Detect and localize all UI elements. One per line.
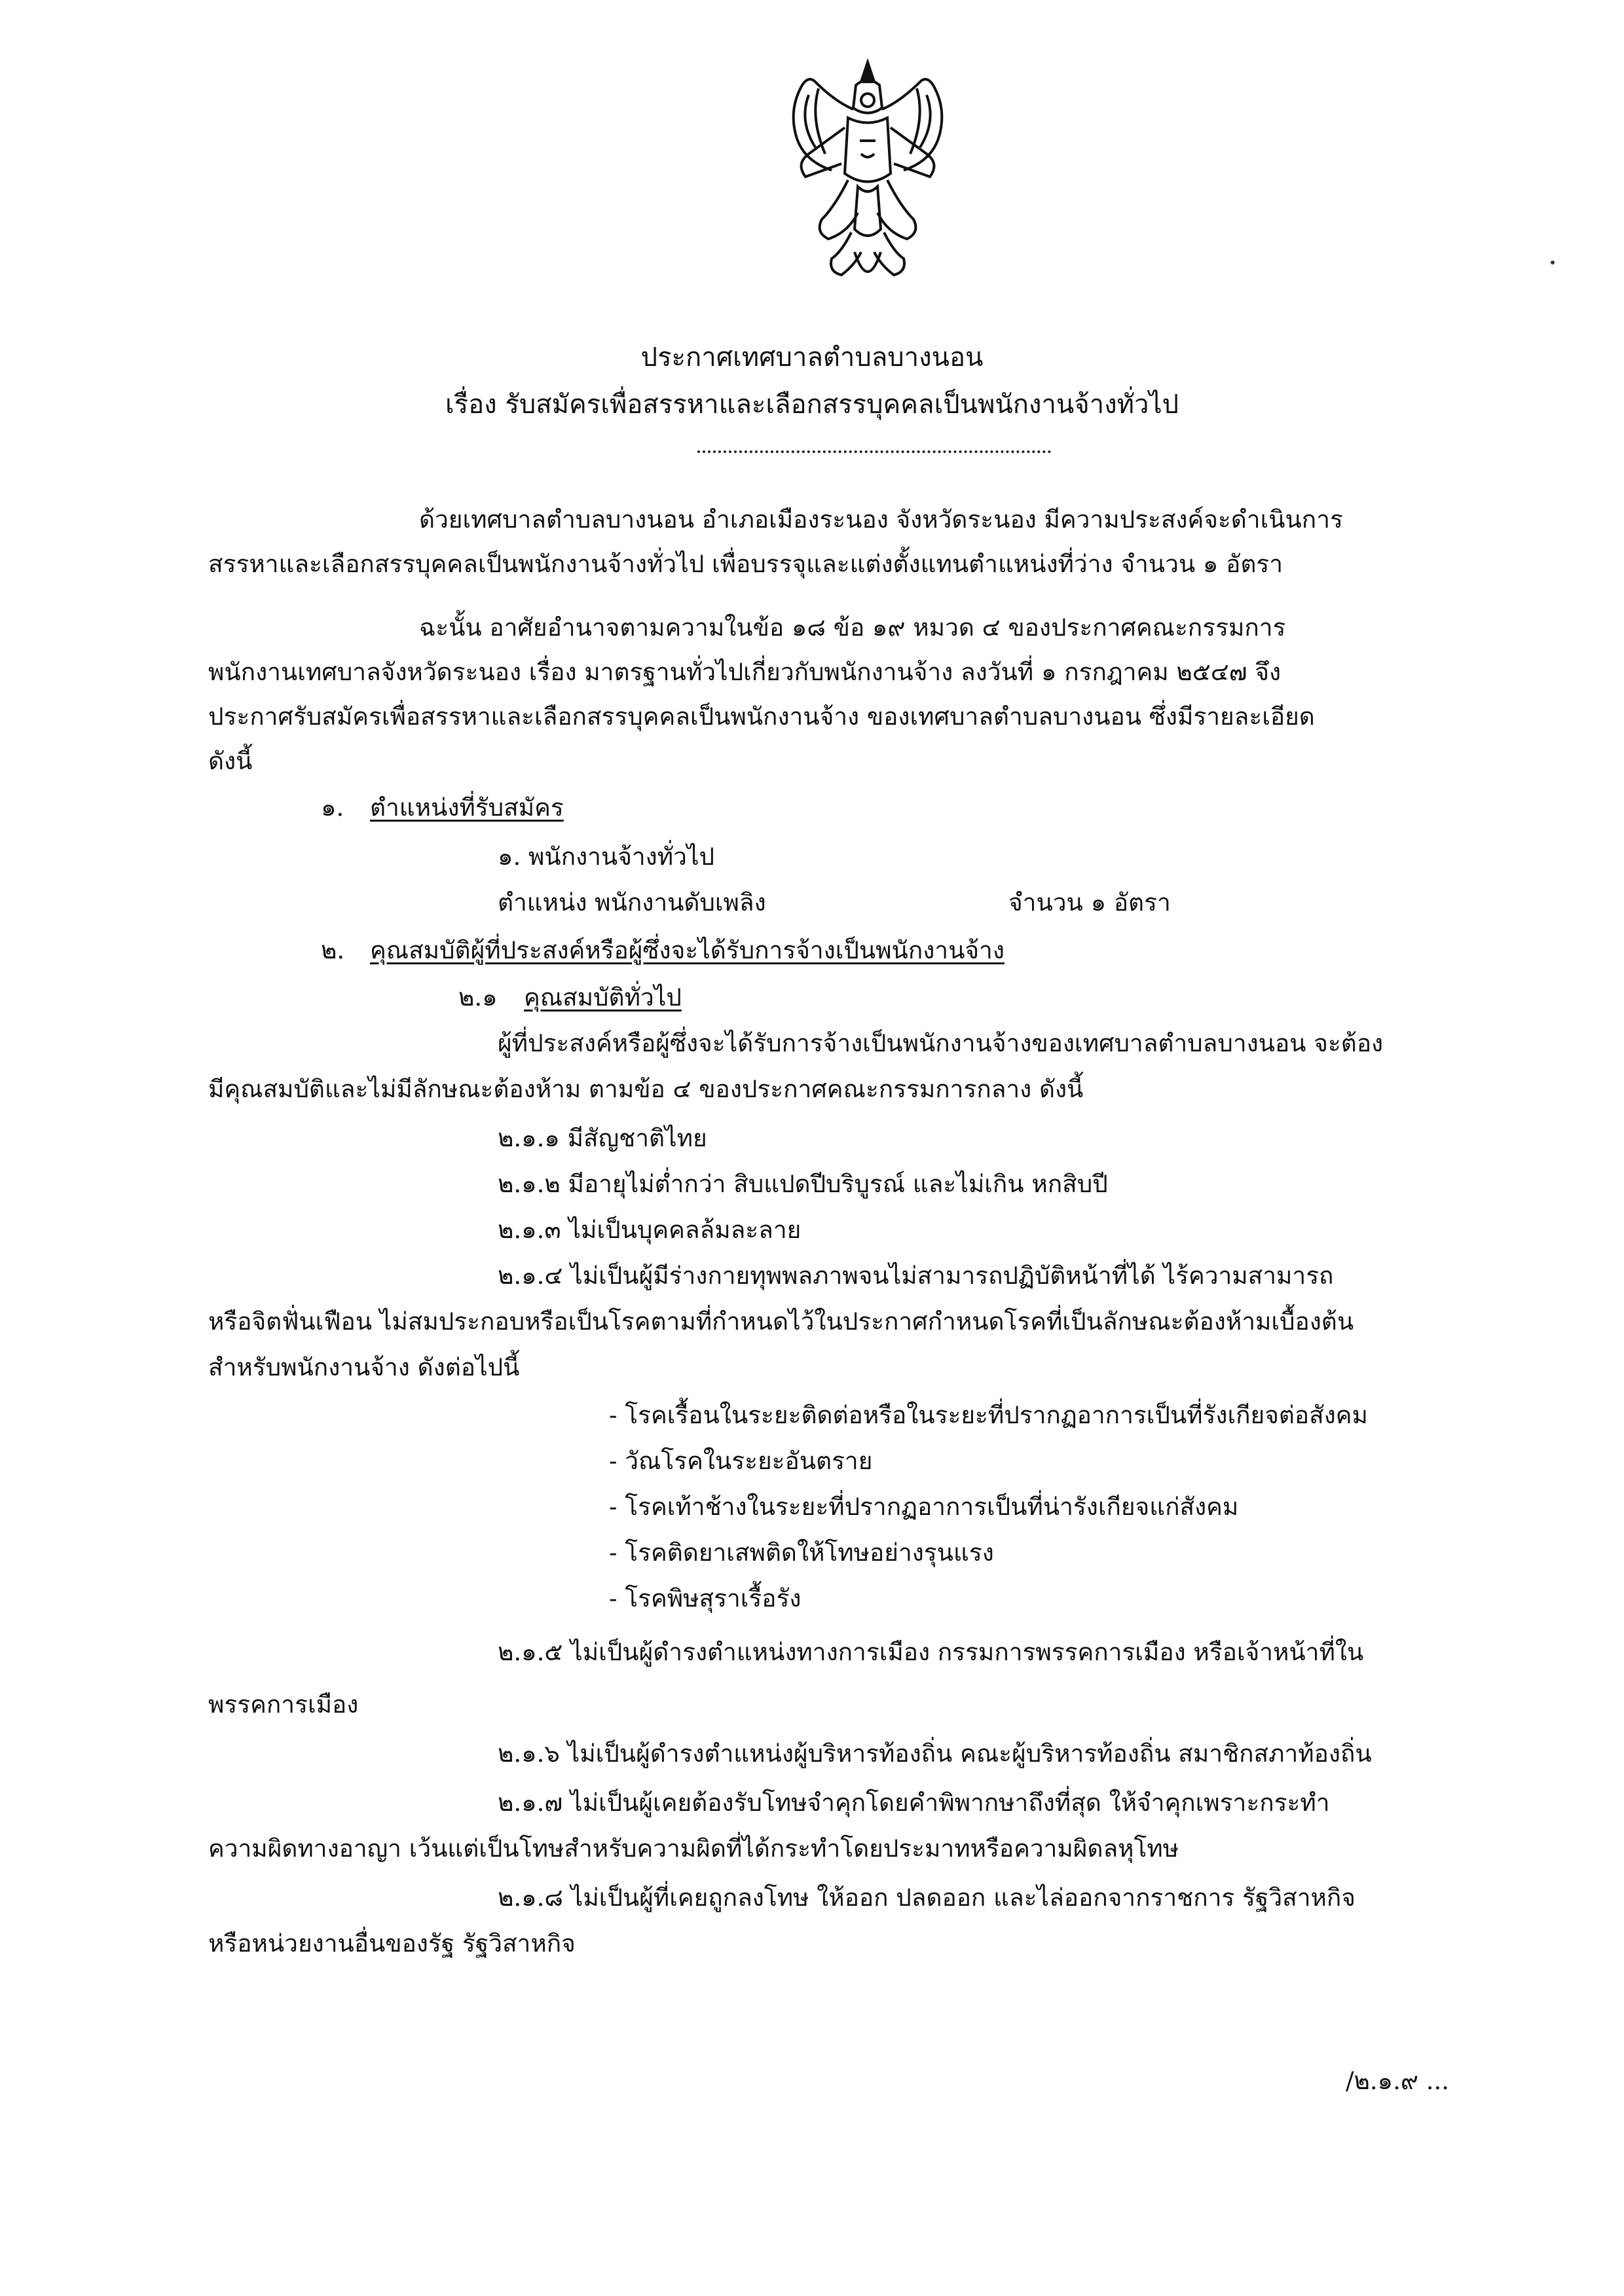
- item-2-1-1: ๒.๑.๑ มีสัญชาติไทย: [498, 1124, 707, 1152]
- disease-list-item: - วัณโรคในระยะอันตราย: [609, 1447, 873, 1475]
- item-2-1-4-line3: สำหรับพนักงานจ้าง ดังต่อไปนี้: [208, 1353, 520, 1381]
- header-separator: [697, 450, 1051, 453]
- intro-para1-line1: ด้วยเทศบาลตำบลบางนอน อำเภอเมืองระนอง จังหวัดระนอง มีความประสงค์จะดำเนินการ: [419, 505, 1343, 534]
- item-2-1-8-line1: ๒.๑.๘ ไม่เป็นผู้ที่เคยถูกลงโทษ ให้ออก ปลดออก และไล่ออกจากราชการ รัฐวิสาหกิจ: [498, 1884, 1356, 1912]
- item-2-1-4-line2: หรือจิตฟั่นเฟือน ไม่สมประกอบหรือเป็นโรคตามที่กำหนดไว้ในประกาศกำหนดโรคที่เป็นลักษณะต้องห้ามเบื้องต้น: [208, 1307, 1354, 1336]
- disease-list-item: - โรคเรื้อนในระยะติดต่อหรือในระยะที่ปรากฏอาการเป็นที่รังเกียจต่อสังคม: [609, 1401, 1368, 1429]
- section1-item: ๑. พนักงานจ้างทั่วไป: [498, 843, 715, 871]
- intro-para1-line2: สรรหาและเลือกสรรบุคคลเป็นพนักงานจ้างทั่วไป เพื่อบรรจุและแต่งตั้งแทนตำแหน่งที่ว่าง จำนวน ๑ อัตรา: [208, 550, 1283, 578]
- intro-para2-line3: ประกาศรับสมัครเพื่อสรรหาและเลือกสรรบุคคลเป็นพนักงานจ้าง ของเทศบาลตำบลบางนอน ซึ่งมีรายละเอียด: [208, 702, 1315, 731]
- intro-para2-line1: ฉะนั้น อาศัยอำนาจตามความในข้อ ๑๘ ข้อ ๑๙ หมวด ๔ ของประกาศคณะกรรมการ: [419, 613, 1286, 642]
- disease-list-item: - โรคติดยาเสพติดให้โทษอย่างรุนแรง: [609, 1539, 994, 1567]
- item-2-1-7-line1: ๒.๑.๗ ไม่เป็นผู้เคยต้องรับโทษจำคุกโดยคำพิพากษาถึงที่สุด ให้จำคุกเพราะกระทำ: [498, 1789, 1330, 1817]
- item-2-1-4-line1: ๒.๑.๔ ไม่เป็นผู้มีร่างกายทุพพลภาพจนไม่สามารถปฏิบัติหน้าที่ได้ ไร้ความสามารถ: [498, 1262, 1334, 1290]
- section2-heading: คุณสมบัติผู้ที่ประสงค์หรือผู้ซึ่งจะได้รับการจ้างเป็นพนักงานจ้าง: [370, 936, 1005, 964]
- intro-para2-line2: พนักงานเทศบาลจังหวัดระนอง เรื่อง มาตรฐานทั่วไปเกี่ยวกับพนักงานจ้าง ลงวันที่ ๑ กรกฎาคม ๒๕๔๗ จึง: [208, 658, 1282, 686]
- position-name: ตำแหน่ง พนักงานดับเพลิง: [498, 888, 766, 917]
- intro-para2-line4: ดังนี้: [208, 747, 253, 775]
- position-count: จำนวน ๑ อัตรา: [1008, 888, 1171, 917]
- announcement-title: ประกาศเทศบาลตำบลบางนอน: [640, 342, 984, 373]
- item-2-1-5-line2: พรรคการเมือง: [208, 1690, 359, 1719]
- qualification-lead-line1: ผู้ที่ประสงค์หรือผู้ซึ่งจะได้รับการจ้างเป็นพนักงานจ้างของเทศบาลตำบลบางนอน จะต้อง: [498, 1029, 1384, 1057]
- item-2-1-8-line2: หรือหน่วยงานอื่นของรัฐ รัฐวิสาหกิจ: [208, 1929, 576, 1958]
- section2-number: ๒.: [321, 936, 345, 964]
- section2-1-heading: คุณสมบัติทั่วไป: [524, 983, 682, 1011]
- garuda-emblem-icon: [769, 56, 966, 298]
- item-2-1-5-line1: ๒.๑.๕ ไม่เป็นผู้ดำรงตำแหน่งทางการเมือง กรรมการพรรคการเมือง หรือเจ้าหน้าที่ใน: [498, 1638, 1364, 1666]
- continued-marker: /๒.๑.๙ ...: [1346, 2067, 1450, 2095]
- section1-number: ๑.: [321, 793, 344, 822]
- scan-speck: [1551, 261, 1555, 264]
- section1-heading: ตำแหน่งที่รับสมัคร: [370, 793, 564, 822]
- item-2-1-6: ๒.๑.๖ ไม่เป็นผู้ดำรงตำแหน่งผู้บริหารท้องถิ่น คณะผู้บริหารท้องถิ่น สมาชิกสภาท้องถิ่น: [498, 1740, 1372, 1768]
- item-2-1-2: ๒.๑.๒ มีอายุไม่ต่ำกว่า สิบแปดปีบริบูรณ์ และไม่เกิน หกสิบปี: [498, 1170, 1108, 1198]
- qualification-lead-line2: มีคุณสมบัติและไม่มีลักษณะต้องห้าม ตามข้อ ๔ ของประกาศคณะกรรมการกลาง ดังนี้: [208, 1075, 1084, 1103]
- disease-list-item: - โรคเท้าช้างในระยะที่ปรากฏอาการเป็นที่น่ารังเกียจแก่สังคม: [609, 1493, 1239, 1521]
- announcement-subject: เรื่อง รับสมัครเพื่อสรรหาและเลือกสรรบุคคลเป็นพนักงานจ้างทั่วไป: [445, 390, 1179, 420]
- section2-1-number: ๒.๑: [458, 983, 498, 1011]
- item-2-1-3: ๒.๑.๓ ไม่เป็นบุคคลล้มละลาย: [498, 1216, 802, 1244]
- disease-list-item: - โรคพิษสุราเรื้อรัง: [609, 1584, 802, 1613]
- item-2-1-7-line2: ความผิดทางอาญา เว้นแต่เป็นโทษสำหรับความผิดที่ได้กระทำโดยประมาทหรือความผิดลหุโทษ: [208, 1834, 1179, 1863]
